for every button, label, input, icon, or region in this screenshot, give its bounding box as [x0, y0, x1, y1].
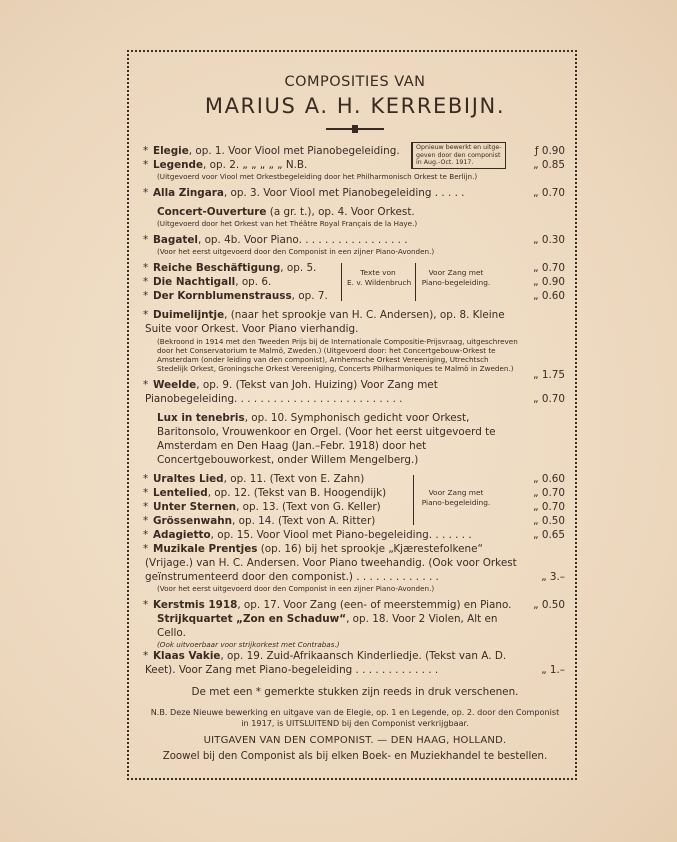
work-price: „ 0.70 — [533, 501, 565, 513]
work-entry-op13 — [145, 500, 565, 514]
work-title: Alla Zingara — [153, 187, 224, 199]
work-price: „ 0.50 — [533, 599, 565, 611]
work-description: , op. 5. — [280, 262, 317, 274]
work-title: Unter Sternen — [153, 501, 237, 513]
work-entry-op18 — [145, 612, 565, 649]
work-description: , op. 17. Voor Zang (een- of meerstemmig) en Piano. — [237, 599, 512, 611]
box-note-line: geven door den componist — [416, 151, 501, 159]
work-price: „ 1.75 — [533, 369, 565, 381]
work-entry-op16 — [145, 542, 565, 593]
work-price: „ 0.70 — [533, 393, 565, 405]
work-entry-op4 — [145, 205, 565, 228]
work-title: Die Nachtigall — [153, 276, 236, 288]
work-note: (Uitgevoerd door het Orkest van het Théâtre Royal Français de la Haye.) — [157, 219, 418, 228]
work-title: Elegie — [153, 145, 189, 157]
work-title: Reiche Beschäftigung — [153, 262, 281, 274]
star-mark: * — [143, 650, 149, 662]
work-title: Lux in tenebris — [157, 412, 245, 424]
star-mark: * — [143, 599, 149, 611]
catalog-content — [145, 62, 565, 762]
work-description: , op. 19. Zuid-Afrikaansch Kinderliedje. (Tekst van A. D. Keet). Voor Zang met Piano-begeleiding . . . . . . . . . . . . . — [145, 650, 507, 676]
work-entry-op2 — [145, 158, 565, 181]
work-description: , op. 7. — [291, 290, 328, 302]
star-mark: * — [143, 529, 149, 541]
work-description: , op. 12. (Tekst van B. Hoogendijk) — [207, 487, 387, 499]
work-price: „ 0.60 — [533, 473, 565, 485]
bracket-text: Voor Zang met — [428, 268, 484, 277]
work-title: Bagatel — [153, 234, 198, 246]
work-description: , op. 9. (Tekst van Joh. Huizing) Voor Zang met Pianobegeleiding. . . . . . . . . . . . . . . . . . . . . . . . . . — [145, 379, 438, 405]
work-description: , op. 1. Voor Viool met Pianobegeleiding. — [188, 145, 400, 157]
work-description: , op. 11. (Text von E. Zahn) — [223, 473, 365, 485]
star-mark: * — [143, 309, 149, 321]
work-title: Grössenwahn — [153, 515, 233, 527]
star-mark: * — [143, 543, 149, 555]
work-title: Concert-Ouverture — [157, 206, 267, 218]
work-price: „ 0.65 — [533, 529, 565, 541]
box-note-line: in Aug.-Oct. 1917. — [416, 159, 474, 166]
work-entry-op17 — [145, 598, 565, 612]
work-price: „ 0.30 — [533, 234, 565, 246]
work-price: „ 0.70 — [533, 487, 565, 499]
work-description: , op. 18. Voor 2 Violen, Alt en Cello. — [157, 613, 498, 639]
work-entry-op4b — [145, 233, 565, 256]
footer-ordering: Zoowel bij den Componist als bij elken Boek- en Muziekhandel te bestellen. — [162, 751, 548, 762]
work-title: Strijkquartet „Zon en Schaduw“ — [157, 613, 347, 625]
work-title: Lentelied — [153, 487, 208, 499]
work-price: „ 1.– — [541, 664, 565, 676]
ornament-rule — [326, 128, 384, 130]
work-price: „ 0.70 — [533, 262, 565, 274]
work-description: , op. 15. Voor Viool met Piano-begeleiding. . . . . . . — [210, 529, 472, 541]
work-note: (Voor het eerst uitgevoerd door den Componist in een zijner Piano-Avonden.) — [157, 247, 435, 256]
work-note: (Uitgevoerd voor Viool met Orkestbegeleiding door het Philharmonisch Orkest te Berlijn.) — [157, 172, 478, 181]
voice-piano-label — [419, 488, 493, 508]
text-author-label — [347, 268, 412, 288]
footer-star-note: De met een * gemerkte stukken zijn reeds in druk verschenen. — [191, 686, 519, 698]
work-description: , op. 14. (Text von A. Ritter) — [232, 515, 376, 527]
work-description: , op. 10. Symphonisch gedicht voor Orkest, Baritonsolo, Vrouwenkoor en Orgel. (Voor het eerst uitgevoerd te Amsterdam en Den Haag (Jan.–Febr. 1918) door het Concertgebouworkest, onder Willem Mengelberg.) — [157, 412, 496, 466]
work-entry-op15 — [145, 528, 565, 542]
work-entry-op12 — [145, 486, 565, 500]
work-title: Klaas Vakie — [153, 650, 221, 662]
work-title: Duimelijntje — [153, 309, 225, 321]
work-title: Legende — [153, 159, 204, 171]
heading-compositions: COMPOSITIES VAN — [284, 74, 426, 90]
star-mark: * — [143, 473, 149, 485]
work-price: ƒ 0.90 — [534, 145, 565, 157]
work-title: Uraltes Lied — [153, 473, 224, 485]
work-entry-op7 — [145, 289, 565, 303]
star-mark: * — [143, 501, 149, 513]
work-description: , op. 3. Voor Viool met Pianobegeleiding . . . . . — [223, 187, 465, 199]
bracket-text: Piano-begeleiding. — [421, 498, 491, 507]
work-note: (Bekroond in 1914 met den Tweeden Prijs bij de Internationale Compositie-Prijsvraag, uitgeschreven door het Conservatorium te Malmö, Zweden.) (Uitgevoerd door: het Concertgebouw-Orkest te Amsterdam (onder leiding van den componist), Arnhemsche Orkest Vereeniging, Utrechtsch Stedelijk Orkest, Groningsche Orkest Vereeniging, Concerts Philharmoniques te Malmö in Zweden.) — [157, 337, 518, 373]
box-note-line: Opnieuw bewerkt en uitge- — [416, 144, 502, 151]
work-price: „ 0.90 — [533, 276, 565, 288]
work-description: , op. 13. (Text von G. Keller) — [236, 501, 381, 513]
star-mark: * — [143, 234, 149, 246]
work-note: (Ook uitvoerbaar voor strijkorkest met Contrabas.) — [157, 640, 340, 649]
star-mark: * — [143, 159, 149, 171]
voice-piano-label — [421, 268, 491, 288]
bracket-text: Texte von — [360, 268, 396, 277]
star-mark: * — [143, 515, 149, 527]
work-description: , op. 2. „ „ „ „ „ N.B. — [203, 159, 308, 171]
star-mark: * — [143, 145, 149, 157]
work-title: Adagietto — [153, 529, 211, 541]
bracket-line — [413, 475, 414, 525]
song-group-op11-14 — [145, 472, 565, 528]
work-title: Kerstmis 1918 — [153, 599, 238, 611]
work-entry-op19 — [145, 649, 565, 677]
work-title: Weelde — [153, 379, 197, 391]
work-entry-op10 — [145, 411, 565, 467]
work-price: „ 0.60 — [533, 290, 565, 302]
star-mark: * — [143, 262, 149, 274]
work-entry-op8 — [143, 308, 565, 381]
star-mark: * — [143, 487, 149, 499]
bracket-line — [341, 263, 342, 301]
star-mark: * — [143, 379, 149, 391]
bracket-text: Piano-begeleiding. — [421, 278, 491, 287]
work-description: , (naar het sprookje van H. C. Andersen), op. 8. Kleine Suite voor Orkest. Voor Piano vierhandig. — [145, 309, 505, 335]
work-price: „ 0.70 — [533, 187, 565, 199]
song-group-op5-7 — [145, 261, 565, 303]
work-price: „ 0.85 — [533, 159, 565, 171]
bracket-text: Voor Zang met — [428, 488, 484, 497]
work-title: Der Kornblumenstrauss — [153, 290, 292, 302]
bracket-line — [415, 263, 416, 301]
work-title: Muzikale Prentjes — [153, 543, 258, 555]
work-entry-op14 — [145, 514, 565, 528]
footer-nb-note: N.B. Deze Nieuwe bewerking en uitgave van de Elegie, op. 1 en Legende, op. 2. door den Componist in 1917, is UITSLUITEND bij den Componist verkrijgbaar. — [150, 707, 560, 728]
work-price: „ 3.– — [541, 571, 565, 583]
work-description: (op. 16) bij het sprookje „Kjærestefolkene“ (Vrijage.) van H. C. Andersen. Voor Piano tweehandig. (Ook voor Orkest geïnstrumenteerd door den componist.) . . . . . . . . . . . . . — [145, 543, 517, 583]
heading-composer-name: MARIUS A. H. KERREBIJN. — [204, 94, 506, 118]
work-description: (a gr. t.), op. 4. Voor Orkest. — [266, 206, 415, 218]
work-entry-op3 — [145, 186, 565, 200]
work-description: , op. 4b. Voor Piano. . . . . . . . . . . . . . . . . — [197, 234, 408, 246]
work-entry-op9 — [145, 378, 565, 406]
work-description: , op. 6. — [235, 276, 272, 288]
work-price: „ 0.50 — [533, 515, 565, 527]
work-entry-op11 — [145, 472, 565, 486]
star-mark: * — [143, 290, 149, 302]
star-mark: * — [143, 187, 149, 199]
work-note: (Voor het eerst uitgevoerd door den Componist in een zijner Piano-Avonden.) — [157, 584, 435, 593]
works-list — [145, 144, 565, 677]
star-mark: * — [143, 276, 149, 288]
footer-publisher: UITGAVEN VAN DEN COMPONIST. — DEN HAAG, HOLLAND. — [203, 735, 507, 746]
bracket-text: E. v. Wildenbruch — [347, 278, 412, 287]
